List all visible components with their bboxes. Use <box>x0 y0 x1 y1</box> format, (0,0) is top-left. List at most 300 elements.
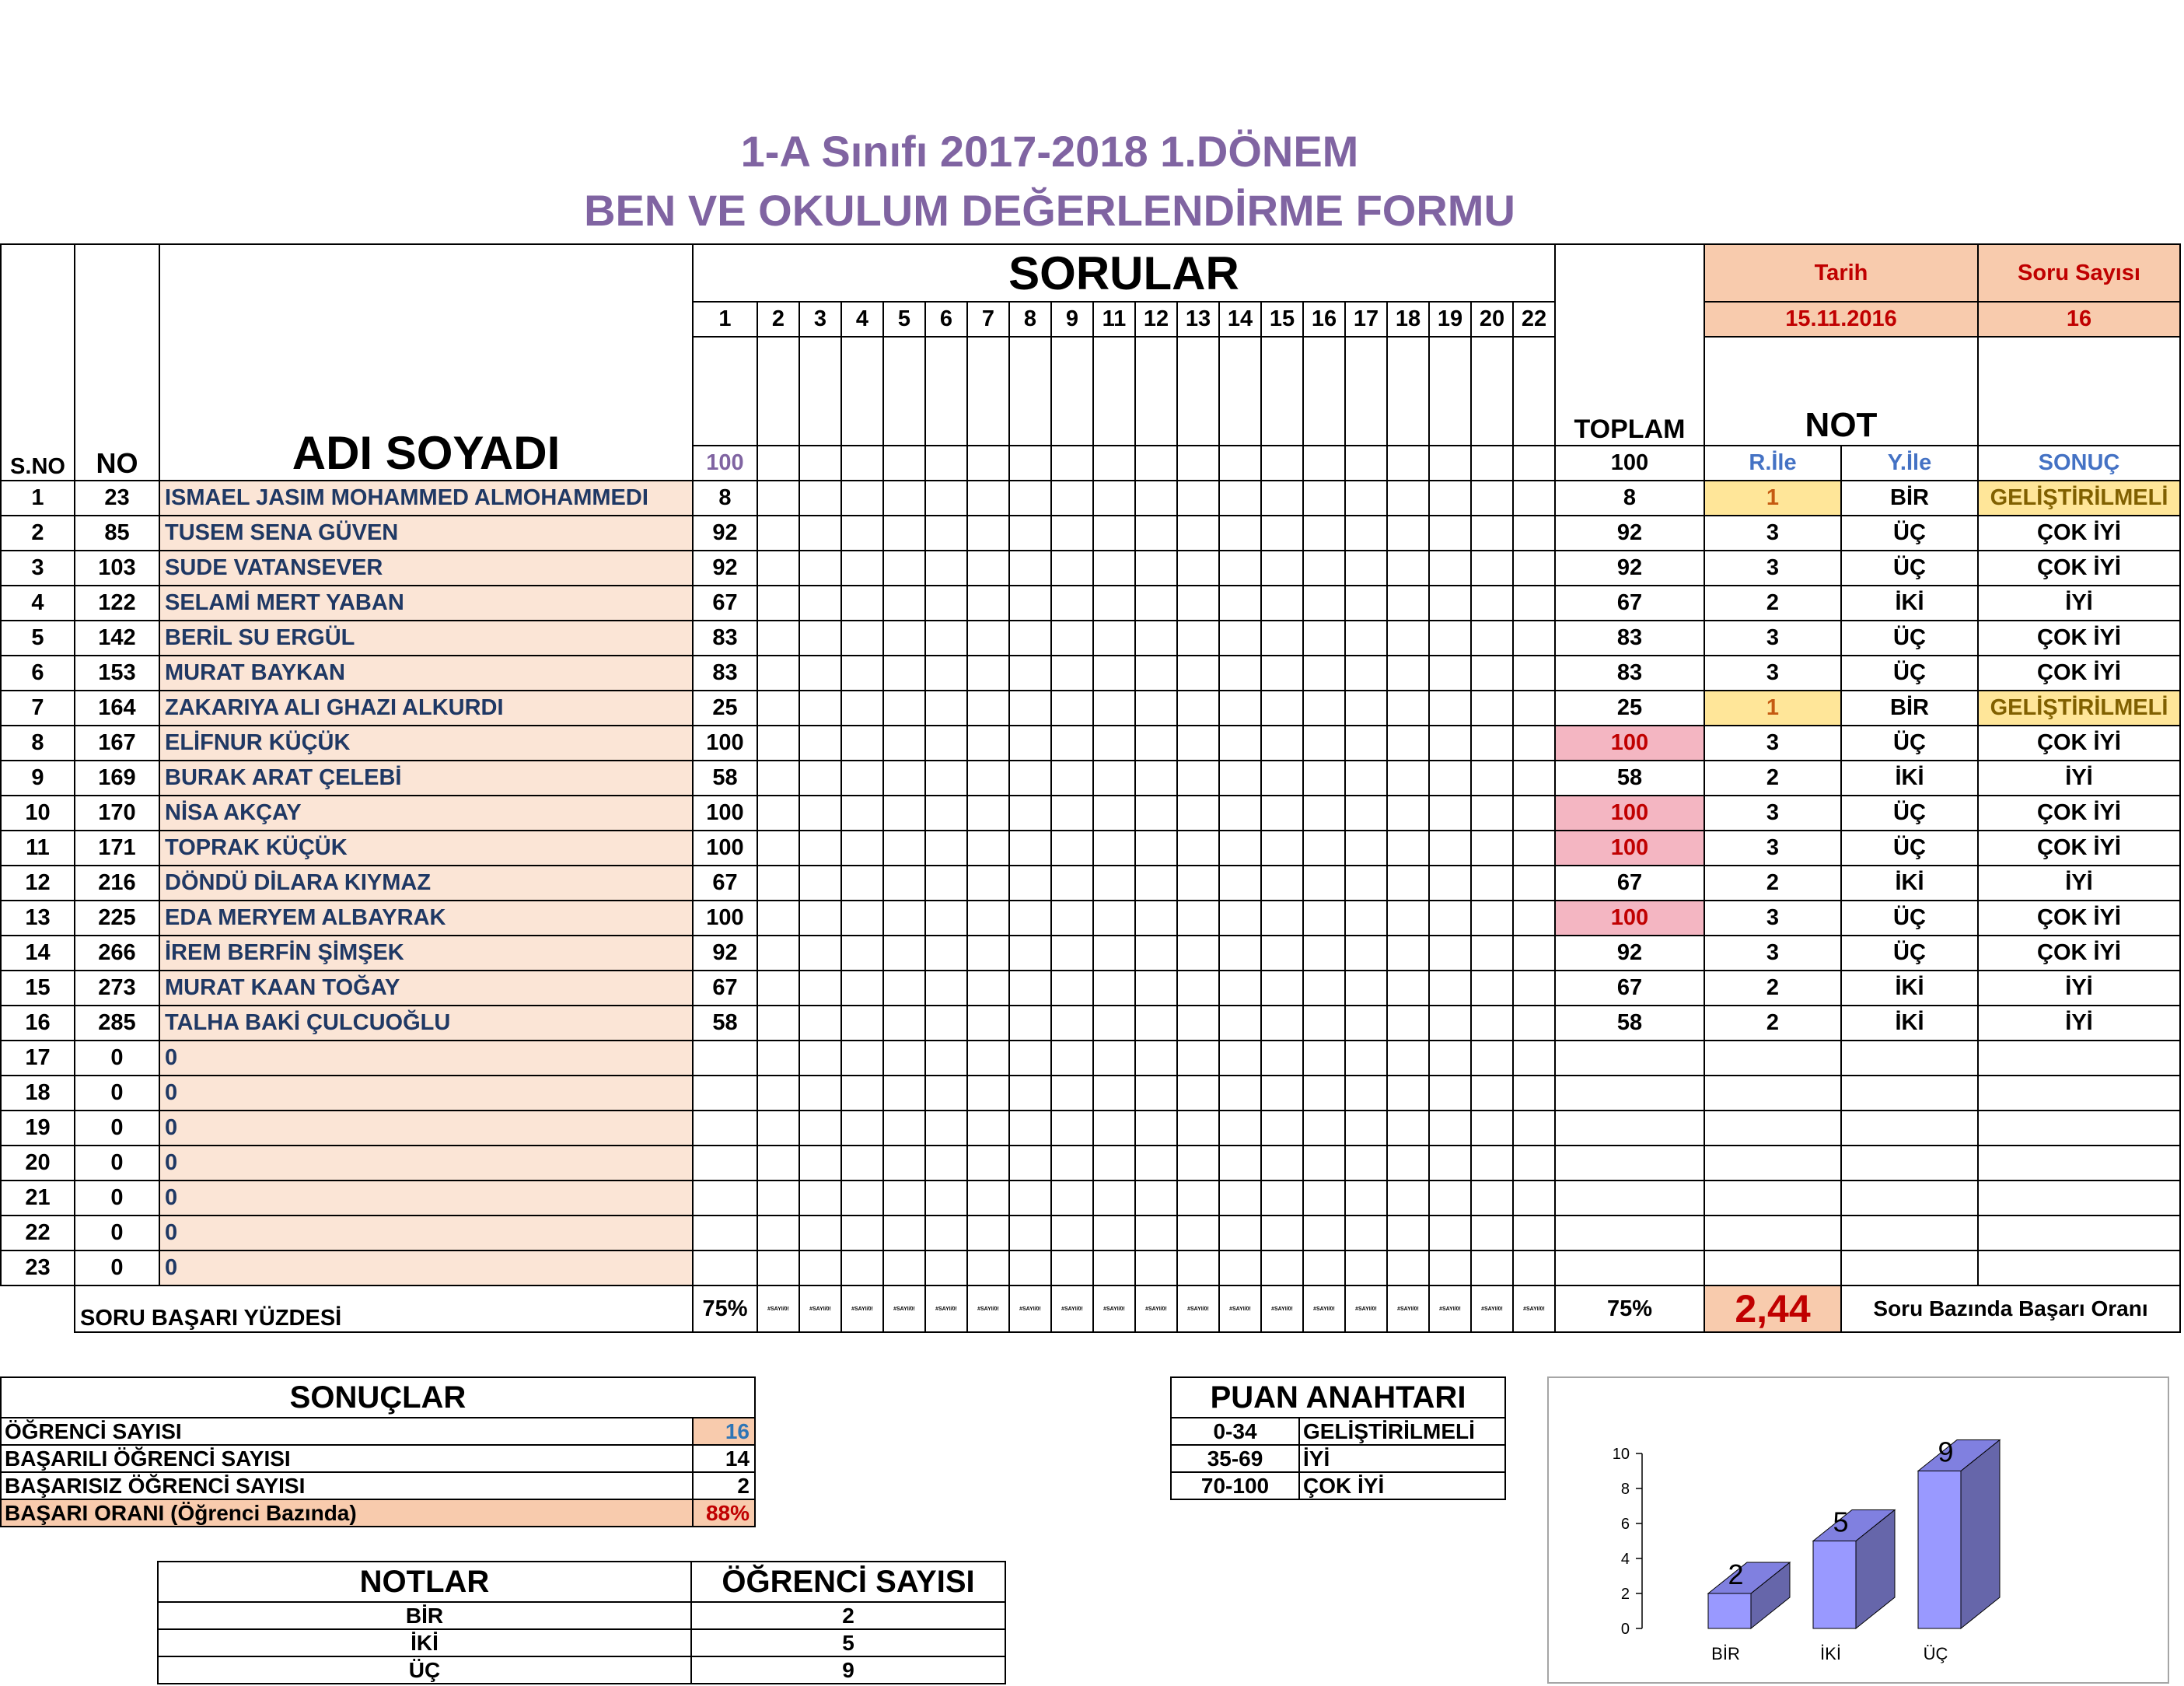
student-q-blank <box>883 866 925 901</box>
student-q-blank <box>799 1006 841 1041</box>
student-q-blank <box>1345 586 1387 621</box>
student-q1: 92 <box>693 551 757 586</box>
student-q-blank <box>1261 551 1303 586</box>
student-y-ile: İKİ <box>1841 866 1978 901</box>
question-blank <box>1513 337 1555 446</box>
header-soru-sayisi-value: 16 <box>1978 302 2180 337</box>
student-sonuc <box>1978 1216 2180 1251</box>
student-q-blank <box>1093 516 1135 551</box>
student-sno: 18 <box>1 1076 75 1111</box>
student-q-blank <box>1177 761 1219 796</box>
student-q-blank <box>883 1251 925 1285</box>
student-q-blank <box>1219 1181 1261 1216</box>
student-q1: 83 <box>693 656 757 691</box>
student-sonuc: ÇOK İYİ <box>1978 901 2180 936</box>
student-r-ile: 2 <box>1704 586 1841 621</box>
table-row <box>1 831 2180 866</box>
student-q-blank <box>1513 656 1555 691</box>
student-q-blank <box>1135 971 1177 1006</box>
student-q-blank <box>1303 656 1345 691</box>
student-q-blank <box>1429 516 1471 551</box>
student-y-ile <box>1841 1251 1978 1285</box>
student-sonuc <box>1978 1251 2180 1285</box>
student-q-blank <box>799 761 841 796</box>
student-q-blank <box>1093 1216 1135 1251</box>
student-sonuc <box>1978 1041 2180 1076</box>
footer-error: #SAYI/0! <box>1009 1285 1051 1332</box>
question-number: 14 <box>1219 302 1261 337</box>
student-y-ile: ÜÇ <box>1841 726 1978 761</box>
student-q-blank <box>1471 796 1513 831</box>
student-toplam: 100 <box>1555 796 1704 831</box>
student-q-blank <box>1471 551 1513 586</box>
student-toplam: 67 <box>1555 971 1704 1006</box>
student-q-blank <box>1345 551 1387 586</box>
student-q-blank <box>1177 1006 1219 1041</box>
notes-label: İKİ <box>158 1629 691 1656</box>
student-q1 <box>693 1251 757 1285</box>
footer-label: SORU BAŞARI YÜZDESİ <box>75 1285 693 1332</box>
student-r-ile: 3 <box>1704 831 1841 866</box>
student-q-blank <box>841 1111 883 1146</box>
student-sonuc: GELİŞTİRİLMELİ <box>1978 691 2180 726</box>
student-q-blank <box>841 621 883 656</box>
student-sonuc <box>1978 1076 2180 1111</box>
student-name: SUDE VATANSEVER <box>159 551 693 586</box>
student-q-blank <box>967 1146 1009 1181</box>
student-sno: 14 <box>1 936 75 971</box>
student-q-blank <box>757 481 799 516</box>
question-max-blank <box>1345 446 1387 481</box>
student-q-blank <box>841 726 883 761</box>
student-q-blank <box>883 621 925 656</box>
question-max-blank <box>1219 446 1261 481</box>
student-q-blank <box>1261 586 1303 621</box>
student-q-blank <box>1345 1146 1387 1181</box>
student-sno: 4 <box>1 586 75 621</box>
student-q-blank <box>1261 691 1303 726</box>
student-q-blank <box>1135 1216 1177 1251</box>
key-label: ÇOK İYİ <box>1299 1472 1505 1499</box>
student-q-blank <box>1177 1216 1219 1251</box>
results-label: ÖĞRENCİ SAYISI <box>1 1418 693 1445</box>
student-q-blank <box>841 1216 883 1251</box>
student-q-blank <box>1345 831 1387 866</box>
student-q-blank <box>1513 551 1555 586</box>
student-q-blank <box>925 726 967 761</box>
student-q-blank <box>1135 586 1177 621</box>
student-q-blank <box>1219 866 1261 901</box>
student-q-blank <box>841 1181 883 1216</box>
question-blank <box>1387 337 1429 446</box>
student-r-ile: 2 <box>1704 761 1841 796</box>
notes-value: 2 <box>691 1602 1005 1629</box>
student-q-blank <box>1051 796 1093 831</box>
student-q-blank <box>1219 656 1261 691</box>
x-tick-label: BİR <box>1711 1644 1740 1663</box>
question-blank <box>1429 337 1471 446</box>
student-q-blank <box>967 866 1009 901</box>
student-q-blank <box>841 936 883 971</box>
student-q-blank <box>757 1216 799 1251</box>
student-sno: 7 <box>1 691 75 726</box>
student-q-blank <box>1009 621 1051 656</box>
notes-row <box>158 1656 1005 1684</box>
student-q-blank <box>1471 516 1513 551</box>
student-q-blank <box>1093 656 1135 691</box>
student-q-blank <box>1387 901 1429 936</box>
key-range: 35-69 <box>1171 1445 1299 1472</box>
question-blank <box>799 337 841 446</box>
question-number: 17 <box>1345 302 1387 337</box>
table-row <box>1 691 2180 726</box>
header-soru-sayisi-label: Soru Sayısı <box>1978 244 2180 302</box>
student-q-blank <box>967 1216 1009 1251</box>
student-y-ile: ÜÇ <box>1841 831 1978 866</box>
student-q-blank <box>757 1181 799 1216</box>
footer-error: #SAYI/0! <box>883 1285 925 1332</box>
results-row <box>1 1499 755 1527</box>
student-q-blank <box>883 586 925 621</box>
question-blank <box>967 337 1009 446</box>
student-q-blank <box>1471 936 1513 971</box>
student-y-ile: İKİ <box>1841 586 1978 621</box>
student-q-blank <box>925 1146 967 1181</box>
student-q1 <box>693 1181 757 1216</box>
student-q-blank <box>1177 516 1219 551</box>
student-q-blank <box>1513 691 1555 726</box>
student-q-blank <box>1219 936 1261 971</box>
student-q-blank <box>1135 796 1177 831</box>
student-q-blank <box>841 901 883 936</box>
student-q-blank <box>1219 551 1261 586</box>
student-q-blank <box>1009 971 1051 1006</box>
footer-error: #SAYI/0! <box>1471 1285 1513 1332</box>
student-q-blank <box>1219 761 1261 796</box>
student-q-blank <box>757 586 799 621</box>
student-q-blank <box>1093 551 1135 586</box>
student-q-blank <box>1261 726 1303 761</box>
student-no: 167 <box>75 726 159 761</box>
student-no: 0 <box>75 1146 159 1181</box>
student-q-blank <box>1303 936 1345 971</box>
student-q-blank <box>1219 1006 1261 1041</box>
student-sonuc: İYİ <box>1978 1006 2180 1041</box>
student-q-blank <box>757 1076 799 1111</box>
question-blank <box>925 337 967 446</box>
student-q-blank <box>1093 586 1135 621</box>
student-q-blank <box>799 796 841 831</box>
table-row <box>1 901 2180 936</box>
question-blank <box>693 337 757 446</box>
student-q-blank <box>1387 691 1429 726</box>
student-name: ELİFNUR KÜÇÜK <box>159 726 693 761</box>
student-q-blank <box>883 936 925 971</box>
student-q-blank <box>1261 1181 1303 1216</box>
student-q-blank <box>925 551 967 586</box>
student-q-blank <box>925 516 967 551</box>
student-q-blank <box>1429 551 1471 586</box>
student-q-blank <box>967 1251 1009 1285</box>
question-number: 1 <box>693 302 757 337</box>
footer-error: #SAYI/0! <box>1177 1285 1219 1332</box>
student-q-blank <box>1387 1251 1429 1285</box>
student-q-blank <box>1135 1111 1177 1146</box>
student-q-blank <box>925 831 967 866</box>
grade-distribution-chart <box>1547 1376 2169 1684</box>
student-q-blank <box>841 831 883 866</box>
student-q-blank <box>1345 901 1387 936</box>
student-q-blank <box>757 1146 799 1181</box>
student-q-blank <box>1135 761 1177 796</box>
table-row <box>1 971 2180 1006</box>
student-q-blank <box>841 1006 883 1041</box>
table-row <box>1 1146 2180 1181</box>
student-q-blank <box>1093 621 1135 656</box>
student-q-blank <box>1387 1216 1429 1251</box>
notes-col-count: ÖĞRENCİ SAYISI <box>691 1562 1005 1602</box>
student-q1 <box>693 1076 757 1111</box>
table-row <box>1 1181 2180 1216</box>
student-q-blank <box>925 866 967 901</box>
student-q-blank <box>1093 1076 1135 1111</box>
question-number: 5 <box>883 302 925 337</box>
student-no: 285 <box>75 1006 159 1041</box>
student-sonuc: İYİ <box>1978 866 2180 901</box>
question-max-blank <box>1177 446 1219 481</box>
student-q-blank <box>1387 831 1429 866</box>
student-q-blank <box>1345 936 1387 971</box>
student-q1 <box>693 1041 757 1076</box>
student-toplam <box>1555 1076 1704 1111</box>
question-max-blank <box>799 446 841 481</box>
y-tick-label: 2 <box>1620 1586 1630 1603</box>
student-q-blank <box>799 971 841 1006</box>
student-q-blank <box>1051 656 1093 691</box>
student-q-blank <box>841 866 883 901</box>
student-r-ile: 3 <box>1704 551 1841 586</box>
student-q-blank <box>757 971 799 1006</box>
results-title: SONUÇLAR <box>1 1377 755 1418</box>
student-toplam: 100 <box>1555 831 1704 866</box>
student-name: TALHA BAKİ ÇULCUOĞLU <box>159 1006 693 1041</box>
student-q-blank <box>1219 901 1261 936</box>
student-no: 171 <box>75 831 159 866</box>
student-q-blank <box>1177 901 1219 936</box>
student-q1: 92 <box>693 516 757 551</box>
student-r-ile: 3 <box>1704 621 1841 656</box>
student-q-blank <box>799 1041 841 1076</box>
student-q-blank <box>841 1251 883 1285</box>
student-q-blank <box>925 586 967 621</box>
student-q-blank <box>841 481 883 516</box>
student-q-blank <box>1261 936 1303 971</box>
student-q-blank <box>1051 1216 1093 1251</box>
question-number: 4 <box>841 302 883 337</box>
student-sonuc: ÇOK İYİ <box>1978 621 2180 656</box>
student-q-blank <box>1471 1251 1513 1285</box>
bar-side <box>1961 1440 2000 1629</box>
student-q-blank <box>1471 1216 1513 1251</box>
student-sno: 19 <box>1 1111 75 1146</box>
student-q-blank <box>1471 901 1513 936</box>
student-q-blank <box>757 1111 799 1146</box>
student-q-blank <box>1387 1076 1429 1111</box>
student-q-blank <box>757 831 799 866</box>
notes-col-notlar: NOTLAR <box>158 1562 691 1602</box>
student-q-blank <box>799 1216 841 1251</box>
student-q-blank <box>925 1216 967 1251</box>
footer-error: #SAYI/0! <box>1429 1285 1471 1332</box>
student-name: BERİL SU ERGÜL <box>159 621 693 656</box>
student-q-blank <box>967 1006 1009 1041</box>
student-q-blank <box>1051 1146 1093 1181</box>
student-no: 0 <box>75 1076 159 1111</box>
key-label: GELİŞTİRİLMELİ <box>1299 1418 1505 1445</box>
student-q-blank <box>883 1006 925 1041</box>
student-sonuc: ÇOK İYİ <box>1978 656 2180 691</box>
student-q-blank <box>925 761 967 796</box>
student-q-blank <box>883 481 925 516</box>
student-q-blank <box>1471 866 1513 901</box>
student-name: BURAK ARAT ÇELEBİ <box>159 761 693 796</box>
bar-value-label: 9 <box>1938 1436 1954 1468</box>
student-y-ile <box>1841 1111 1978 1146</box>
student-sno: 17 <box>1 1041 75 1076</box>
student-q-blank <box>1261 1251 1303 1285</box>
key-label: İYİ <box>1299 1445 1505 1472</box>
student-q-blank <box>799 831 841 866</box>
header-no: NO <box>75 244 159 481</box>
student-name: EDA MERYEM ALBAYRAK <box>159 901 693 936</box>
table-row <box>1 866 2180 901</box>
student-toplam: 92 <box>1555 551 1704 586</box>
student-r-ile: 1 <box>1704 481 1841 516</box>
student-q-blank <box>1051 1251 1093 1285</box>
student-q-blank <box>1051 831 1093 866</box>
footer-error: #SAYI/0! <box>841 1285 883 1332</box>
student-q1: 83 <box>693 621 757 656</box>
student-q-blank <box>1387 971 1429 1006</box>
student-q-blank <box>1303 831 1345 866</box>
student-q-blank <box>1429 796 1471 831</box>
student-name: 0 <box>159 1216 693 1251</box>
student-q-blank <box>1345 1111 1387 1146</box>
student-q-blank <box>1387 1181 1429 1216</box>
footer-row <box>1 1285 2180 1332</box>
student-q-blank <box>1009 726 1051 761</box>
student-name: NİSA AKÇAY <box>159 796 693 831</box>
student-q-blank <box>1009 1006 1051 1041</box>
question-max-blank <box>1051 446 1093 481</box>
student-q-blank <box>883 1111 925 1146</box>
question-max-blank <box>1471 446 1513 481</box>
results-value: 88% <box>693 1499 755 1527</box>
student-sno: 15 <box>1 971 75 1006</box>
header-toplam: TOPLAM <box>1555 244 1704 446</box>
question-number: 8 <box>1009 302 1051 337</box>
footer-error: #SAYI/0! <box>799 1285 841 1332</box>
student-q-blank <box>1429 866 1471 901</box>
student-q-blank <box>1135 621 1177 656</box>
student-r-ile: 3 <box>1704 796 1841 831</box>
student-q-blank <box>1513 726 1555 761</box>
student-q-blank <box>1009 1146 1051 1181</box>
x-tick-label: ÜÇ <box>1923 1644 1948 1663</box>
student-q-blank <box>799 726 841 761</box>
student-q-blank <box>883 551 925 586</box>
student-no: 85 <box>75 516 159 551</box>
student-q-blank <box>925 481 967 516</box>
student-sno: 12 <box>1 866 75 901</box>
student-y-ile: ÜÇ <box>1841 516 1978 551</box>
student-q-blank <box>967 1111 1009 1146</box>
student-y-ile: İKİ <box>1841 761 1978 796</box>
student-no: 103 <box>75 551 159 586</box>
student-q-blank <box>799 1251 841 1285</box>
student-q-blank <box>1051 1111 1093 1146</box>
question-number: 19 <box>1429 302 1471 337</box>
student-q1 <box>693 1216 757 1251</box>
student-name: MURAT BAYKAN <box>159 656 693 691</box>
student-q-blank <box>1303 726 1345 761</box>
student-q-blank <box>1303 586 1345 621</box>
student-q1: 100 <box>693 901 757 936</box>
student-name: TUSEM SENA GÜVEN <box>159 516 693 551</box>
student-q-blank <box>925 691 967 726</box>
student-q-blank <box>925 796 967 831</box>
student-q-blank <box>1471 831 1513 866</box>
student-y-ile: ÜÇ <box>1841 551 1978 586</box>
student-no: 170 <box>75 796 159 831</box>
student-r-ile: 1 <box>1704 691 1841 726</box>
student-name: 0 <box>159 1146 693 1181</box>
footer-avg: 2,44 <box>1704 1285 1841 1332</box>
student-q-blank <box>1513 866 1555 901</box>
student-name: SELAMİ MERT YABAN <box>159 586 693 621</box>
student-q-blank <box>1135 1146 1177 1181</box>
student-q-blank <box>1429 831 1471 866</box>
student-toplam: 100 <box>1555 901 1704 936</box>
notes-value: 9 <box>691 1656 1005 1684</box>
student-q-blank <box>1009 761 1051 796</box>
student-q-blank <box>1513 1006 1555 1041</box>
student-sno: 16 <box>1 1006 75 1041</box>
student-q-blank <box>925 901 967 936</box>
student-q-blank <box>883 1181 925 1216</box>
student-q-blank <box>1219 481 1261 516</box>
student-q-blank <box>1303 971 1345 1006</box>
notes-row <box>158 1602 1005 1629</box>
key-row <box>1171 1445 1505 1472</box>
student-no: 266 <box>75 936 159 971</box>
student-q-blank <box>1513 936 1555 971</box>
student-q-blank <box>967 691 1009 726</box>
student-q-blank <box>1135 691 1177 726</box>
table-row <box>1 516 2180 551</box>
student-q-blank <box>1429 761 1471 796</box>
student-q-blank <box>1303 621 1345 656</box>
y-tick-label: 6 <box>1620 1516 1630 1533</box>
student-q-blank <box>1261 621 1303 656</box>
student-q-blank <box>1429 1006 1471 1041</box>
bar-value-label: 2 <box>1728 1558 1744 1590</box>
student-q-blank <box>1261 971 1303 1006</box>
student-sno: 11 <box>1 831 75 866</box>
student-q-blank <box>799 1076 841 1111</box>
student-sonuc: İYİ <box>1978 761 2180 796</box>
student-q-blank <box>1135 656 1177 691</box>
